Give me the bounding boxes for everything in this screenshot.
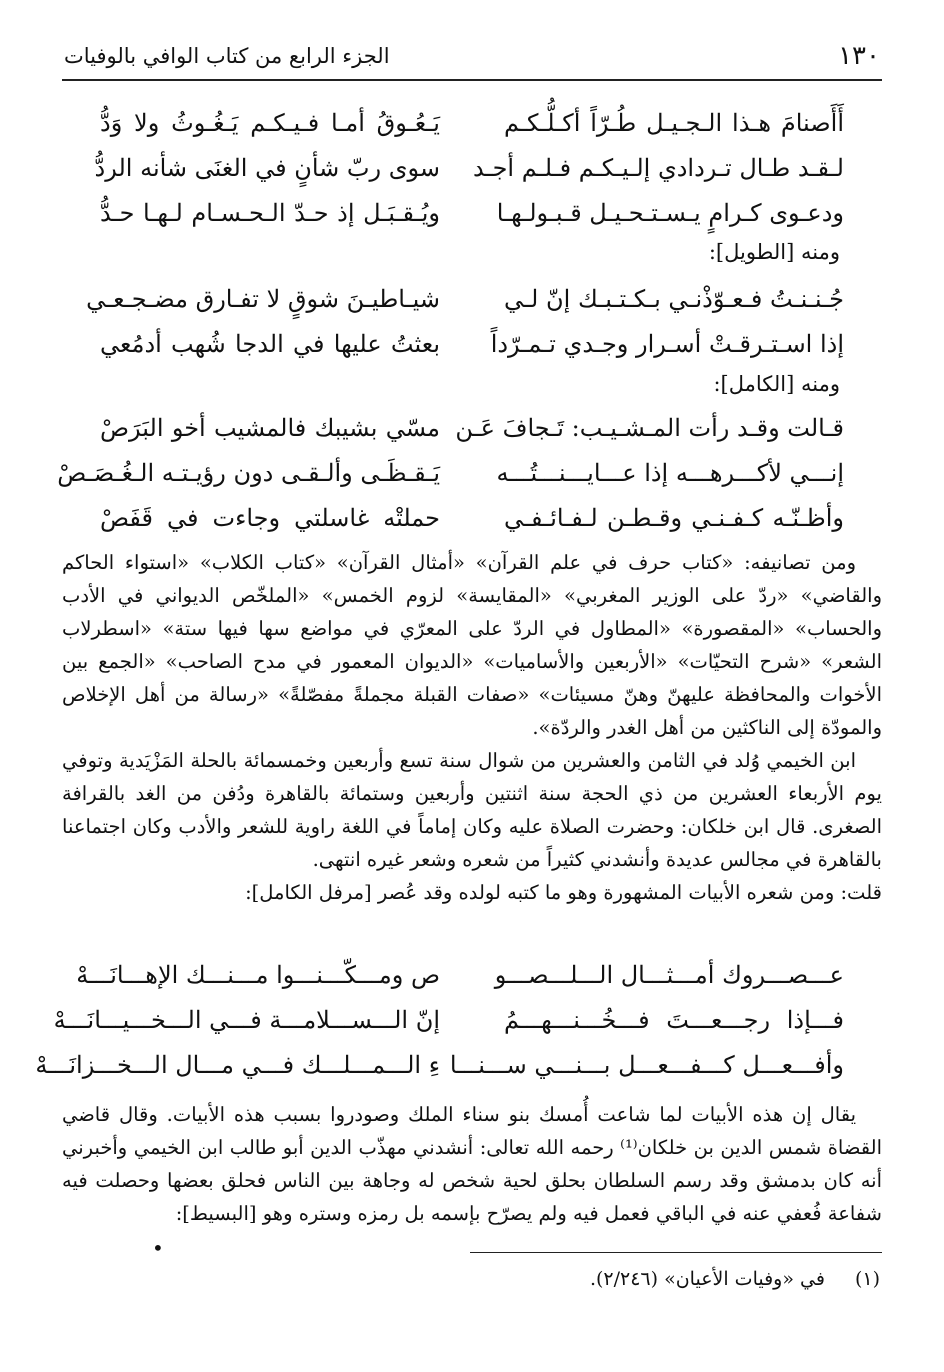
first-hemistich: إذا اسـتـرقـتْ أسـرار وجـدي تـمـرّداً bbox=[490, 329, 844, 358]
second-hemistich: يَـقـظَـى وألـقـى دون رؤيـتـه الـغُـصَـصْ bbox=[57, 458, 440, 487]
page-number: ١٣٠ bbox=[838, 41, 880, 71]
first-hemistich: وأفـــعـــل كـــفـــعـــل بـــنـــي ســـنـــا bbox=[449, 1050, 844, 1079]
first-hemistich: قـالت وقـد رأت المـشـيـب: تَـجافَ عَـن bbox=[455, 413, 844, 442]
second-hemistich: سوى ربّ شأنٍ في الغنَى شأنه الردُّ bbox=[94, 153, 440, 182]
second-hemistich: إنّ الـــســـلامـــة فـــي الـــخـــيـــانَـــهْ bbox=[53, 1005, 440, 1034]
prose-block-1 bbox=[62, 546, 882, 909]
first-hemistich: وأظـنّـه كـفـنـي وقـطـن لـفـائـفـي bbox=[504, 503, 844, 532]
works-paragraph: ومن تصانيفه: «كتاب حرف في علم القرآن» «أمثال القرآن» «كتاب الكلاب» «استواء الحاكم والقاضي» «ردّ على الوزير المغربي» «المقايسة» لزوم الخمس» «الملخّص الديواني في الأدب والحساب» «المقصورة» «المطاول في الردّ على المعرّي في مواضع سها فيها ستة» «اسطرلاب الشعر» «شرح التحيّات» «الأربعين والأساميات» «الديوان المعمور في مدح الصاحب» «الجمع بين الأخوات والمحافظة عليهنّ وهنّ مسيئات» «صفات القبلة مجملةً مفصّلةً» «رسالة من أهل الإخلاص والمودّة إلى الناكثين من أهل الغدر والردّة». bbox=[62, 551, 882, 739]
first-hemistich: فـــإذا رجـــعـــتَ فـــخُـــنـــهـــمُ bbox=[504, 1005, 844, 1034]
first-hemistich: أَأَصنامَ هـذا الـجـيـل طُـرّاً أكـلُّـكـم bbox=[504, 108, 844, 137]
verse-line bbox=[100, 100, 844, 145]
meter-label: ومنه [الطويل]: bbox=[708, 240, 840, 264]
ink-mark: • bbox=[152, 1236, 164, 1260]
first-hemistich: جُـنـنـتُ فـعـوّذْنـي بـكـتـبـك إنّ لـي bbox=[504, 284, 844, 313]
verse-line bbox=[100, 495, 844, 540]
footnote-text: في «وفيات الأعيان» (٢/٢٤٦). bbox=[589, 1268, 825, 1290]
verse-line bbox=[57, 450, 844, 495]
poem-3 bbox=[57, 405, 844, 540]
first-hemistich: لـقـد طـال تـردادي إلـيـكـم فـلـم أجـد bbox=[472, 153, 844, 182]
meter-label: ومنه [الكامل]: bbox=[713, 372, 840, 396]
second-hemistich: حملتْه غاسلتي وجاءت في قَفَصْ bbox=[100, 503, 440, 532]
poem-intro-paragraph: قلت: ومن شعره الأبيات المشهورة وهو ما كتبه لولده وقد عُصر [مرفل الكامل]: bbox=[245, 881, 882, 904]
verse-line bbox=[100, 405, 844, 450]
second-hemistich: بعثتُ عليها في الدجا شُهب أدمُعي bbox=[100, 329, 440, 358]
running-title: الجزء الرابع من كتاب الوافي بالوفيات bbox=[64, 44, 390, 68]
first-hemistich: إنـــي لأكـــرهـــه إذا عـــايـــنـــتُـــه bbox=[496, 458, 844, 487]
verse-line bbox=[86, 276, 844, 321]
footnote bbox=[64, 1268, 880, 1290]
second-hemistich: ويُـقـبَـل إذ حـدّ الـحـسـام لـهـا حـدُّ bbox=[100, 198, 440, 227]
page-header bbox=[64, 36, 880, 76]
first-hemistich: ودعـوى كـرامٍ يـسـتـحـيـل قـبـولـهـا bbox=[496, 198, 844, 227]
poem-1 bbox=[94, 100, 844, 235]
footnote-number: (١) bbox=[854, 1268, 880, 1290]
second-hemistich: ءِ الـــمـــلـــك فـــي مـــال الـــخـــزانَـــهْ bbox=[35, 1050, 440, 1079]
second-hemistich: يَـعُـوقُ أمـا فـيـكـم يَـغُـوثُ ولا وَدُّ bbox=[100, 108, 440, 137]
poem-2 bbox=[86, 276, 844, 366]
verse-line bbox=[76, 952, 844, 997]
verse-line bbox=[100, 190, 844, 235]
verse-line bbox=[53, 997, 844, 1042]
verse-line bbox=[94, 145, 844, 190]
verse-line bbox=[100, 321, 844, 366]
biography-paragraph: ابن الخيمي وُلد في الثامن والعشرين من شوال سنة تسع وأربعين وخمسمائة بالحلة المَزْيَدية وتوفي يوم الأربعاء العشرين من ذي الحجة سنة اثنتين وأربعين وستمائة بالقاهرة ودُفن من الغد بالقرافة الصغرى. قال ابن خلكان: وحضرت الصلاة عليه وكان إماماً في اللغة راوية للشعر والأدب وكان اجتماعنا بالقاهرة في مجالس عديدة وأنشدني كثيراً من شعره وشعر غيره انتهى. bbox=[62, 749, 882, 871]
poem-4 bbox=[35, 952, 844, 1087]
header-divider bbox=[62, 79, 882, 81]
first-hemistich: عـــصـــروك أمـــثـــال الـــلـــصـــو bbox=[494, 960, 844, 989]
footnote-divider bbox=[470, 1252, 882, 1253]
story-paragraph: يقال إن هذه الأبيات لما شاعت أُمسك بنو سناء الملك وصودروا بسبب هذه الأبيات. وقال قاضي القضاة شمس الدين بن خلكان⁽¹⁾ رحمه الله تعالى: أنشدني مهذّب الدين أبو طالب ابن الخيمي وأخبرني أنه كان بدمشق وقد رسم السلطان بحلق لحية شخص له وجاهة بين الناس فحلق بعضها وحصلت فيه شفاعة فُعفي عنه في الباقي فعمل فيه ولم يصرّح بإسمه بل رمزه وستره وهو [البسيط]: bbox=[62, 1103, 882, 1225]
second-hemistich: شيـاطيـنَ شوقٍ لا تفـارق مضـجـعـي bbox=[86, 284, 440, 313]
prose-block-2 bbox=[62, 1098, 882, 1230]
second-hemistich: مسّي بشيبك فالمشيب أخو البَرَصْ bbox=[100, 413, 440, 442]
second-hemistich: ص ومـــكّـــنـــوا مـــنـــك الإهـــانَـــهْ bbox=[76, 960, 440, 989]
verse-line bbox=[35, 1042, 844, 1087]
